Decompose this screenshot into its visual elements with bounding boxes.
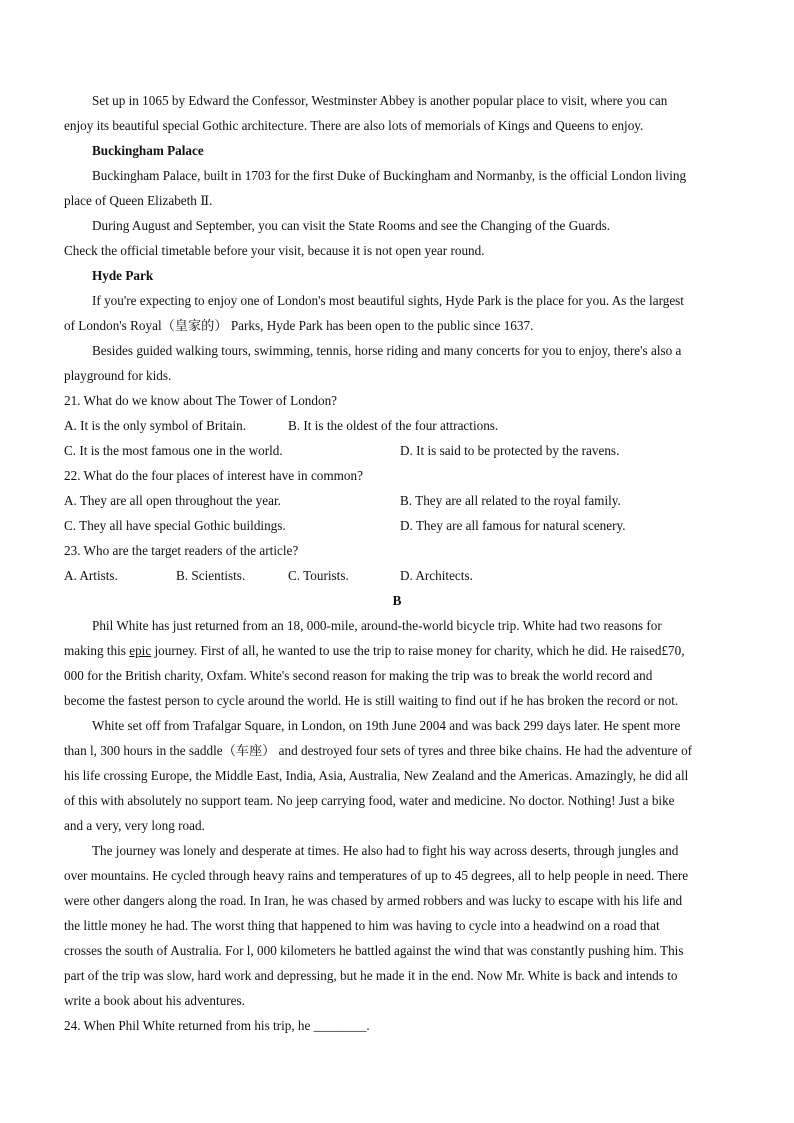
- hyde-park-heading: Hyde Park: [92, 268, 154, 283]
- question-22-options-row: [0, 488, 794, 513]
- buckingham-paragraph-line: place of Queen Elizabeth Ⅱ.: [64, 193, 213, 208]
- question-23-option-c[interactable]: C. Tourists.: [288, 568, 349, 583]
- section-b-text: journey. First of all, he wanted to use the trip to raise money for charity, which he did. He raised£70,: [151, 643, 685, 658]
- buckingham-paragraph-line: Buckingham Palace, built in 1703 for the first Duke of Buckingham and Normanby, is the official London living: [92, 168, 687, 183]
- buckingham-heading: Buckingham Palace: [92, 143, 204, 158]
- section-b-paragraph-line: were other dangers along the road. In Iran, he was chased by armed robbers and was lucky to escape with his life and: [64, 893, 683, 908]
- question-23-stem: 23. Who are the target readers of the article?: [64, 543, 299, 558]
- question-23-option-b[interactable]: B. Scientists.: [176, 568, 246, 583]
- question-21-option-d[interactable]: D. It is said to be protected by the ravens.: [400, 443, 620, 458]
- section-b-paragraph-line: the little money he had. The worst thing that happened to him was having to cycle into a headwind on a road that: [64, 918, 660, 933]
- hyde-park-paragraph-line: of London's Royal（皇家的） Parks, Hyde Park has been open to the public since 1637.: [64, 318, 534, 333]
- question-23-option-d[interactable]: D. Architects.: [400, 568, 473, 583]
- hyde-park-paragraph-line: playground for kids.: [64, 368, 172, 383]
- document-page: [0, 88, 794, 1038]
- section-b-text: making this: [64, 643, 126, 658]
- question-22-option-c[interactable]: C. They all have special Gothic buildings.: [64, 518, 286, 533]
- hyde-park-paragraph-line: Besides guided walking tours, swimming, tennis, horse riding and many concerts for you to enjoy, there's also a: [92, 343, 682, 358]
- section-b-paragraph-line: [0, 638, 794, 663]
- section-b-paragraph-line: crosses the south of Australia. For l, 000 kilometers he battled against the wind that was constantly pushing him. This: [64, 943, 684, 958]
- buckingham-paragraph-line: During August and September, you can visit the State Rooms and see the Changing of the Guards.: [92, 218, 611, 233]
- section-b-paragraph-line: over mountains. He cycled through heavy rains and temperatures of up to 45 degrees, all to help people in need. There: [64, 868, 689, 883]
- section-b-paragraph-line: part of the trip was slow, hard work and depressing, but he made it in the end. Now Mr. White is back and intends to: [64, 968, 678, 983]
- section-b-paragraph-line: and a very, very long road.: [64, 818, 205, 833]
- hyde-park-paragraph-line: If you're expecting to enjoy one of London's most beautiful sights, Hyde Park is the place for you. As the largest: [92, 293, 684, 308]
- question-23-option-a[interactable]: A. Artists.: [64, 568, 118, 583]
- question-21-options-row: [0, 438, 794, 463]
- question-22-option-d[interactable]: D. They are all famous for natural scenery.: [400, 518, 626, 533]
- question-22-options-row: [0, 513, 794, 538]
- section-b-paragraph-line: become the fastest person to cycle around the world. He is still waiting to find out if he has broken the record or not.: [64, 693, 679, 708]
- section-b-paragraph-line: White set off from Trafalgar Square, in London, on 19th June 2004 and was back 299 days later. He spent more: [92, 718, 681, 733]
- question-22-stem: 22. What do the four places of interest have in common?: [64, 468, 363, 483]
- question-22-option-a[interactable]: A. They are all open throughout the year.: [64, 493, 281, 508]
- question-23-options-row: [0, 563, 794, 588]
- section-b-paragraph-line: than l, 300 hours in the saddle（车座） and destroyed four sets of tyres and three bike chains. He had the adventure of: [64, 743, 693, 758]
- section-b-paragraph-line: 000 for the British charity, Oxfam. White's second reason for making the trip was to break the world record and: [64, 668, 653, 683]
- question-21-option-b[interactable]: B. It is the oldest of the four attractions.: [288, 418, 499, 433]
- question-21-option-c[interactable]: C. It is the most famous one in the world.: [64, 443, 283, 458]
- abbey-paragraph-line: enjoy its beautiful special Gothic architecture. There are also lots of memorials of Kings and Queens to enjoy.: [64, 118, 644, 133]
- question-21-stem: 21. What do we know about The Tower of London?: [64, 393, 338, 408]
- buckingham-paragraph-line: Check the official timetable before your visit, because it is not open year round.: [64, 243, 485, 258]
- question-24-stem: 24. When Phil White returned from his trip, he ________.: [64, 1018, 370, 1033]
- section-b-paragraph-line: The journey was lonely and desperate at times. He also had to fight his way across deserts, through jungles and: [92, 843, 679, 858]
- abbey-paragraph-line: Set up in 1065 by Edward the Confessor, Westminster Abbey is another popular place to visit, where you can: [92, 93, 668, 108]
- section-b-paragraph-line: of this with absolutely no support team. No jeep carrying food, water and medicine. No doctor. Nothing! Just a bike: [64, 793, 675, 808]
- question-22-option-b[interactable]: B. They are all related to the royal family.: [400, 493, 621, 508]
- epic-underlined-word: epic: [129, 643, 152, 658]
- section-b-label: B: [392, 593, 402, 608]
- section-b-paragraph-line: write a book about his adventures.: [64, 993, 245, 1008]
- question-21-option-a[interactable]: A. It is the only symbol of Britain.: [64, 418, 247, 433]
- section-b-paragraph-line: his life crossing Europe, the Middle East, India, Asia, Australia, New Zealand and the Americas. Amazingly, he did all: [64, 768, 689, 783]
- question-21-options-row: [0, 413, 794, 438]
- section-b-paragraph-line: Phil White has just returned from an 18, 000-mile, around-the-world bicycle trip. White had two reasons for: [92, 618, 662, 633]
